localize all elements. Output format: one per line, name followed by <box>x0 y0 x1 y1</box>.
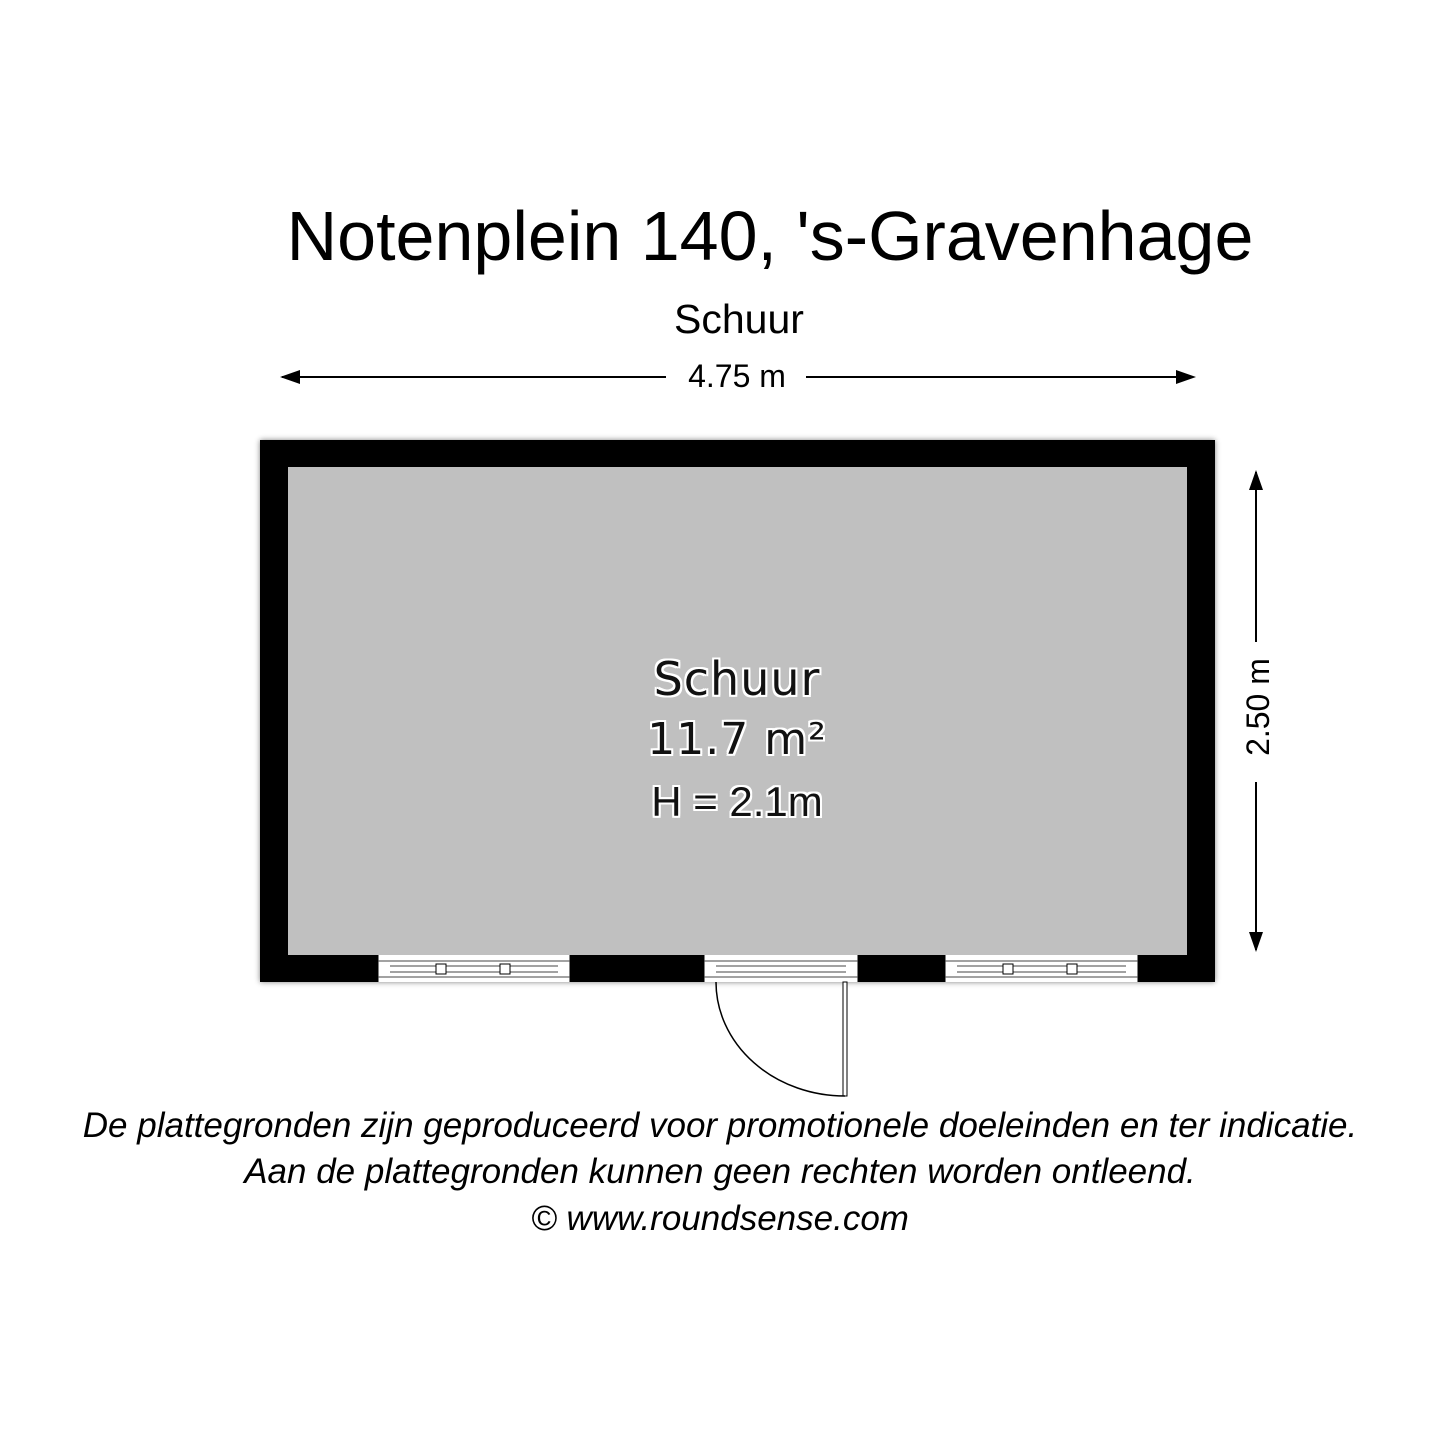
width-dimension-label: 4.75 m <box>688 358 786 394</box>
window-left <box>378 955 570 982</box>
disclaimer-line-2: Aan de plattegronden kunnen geen rechten worden ontleend. <box>244 1152 1196 1191</box>
shed-floor <box>288 467 1187 955</box>
height-dimension-label: 2.50 m <box>1240 658 1276 756</box>
door-opening <box>704 955 858 982</box>
floor-subtitle: Schuur <box>674 296 804 342</box>
copyright-line: © www.roundsense.com <box>531 1199 909 1238</box>
room-name-label: Schuur <box>653 652 821 706</box>
window-right <box>945 955 1138 982</box>
door-swing-arc <box>716 982 847 1096</box>
floorplan-title: Notenplein 140, 's-Gravenhage <box>286 197 1254 275</box>
room-height-label: H = 2.1m <box>651 778 823 825</box>
room-area-label: 11.7 m² <box>647 714 827 765</box>
disclaimer-line-1: De plattegronden zijn geproduceerd voor promotionele doeleinden en ter indicatie. <box>82 1106 1358 1145</box>
